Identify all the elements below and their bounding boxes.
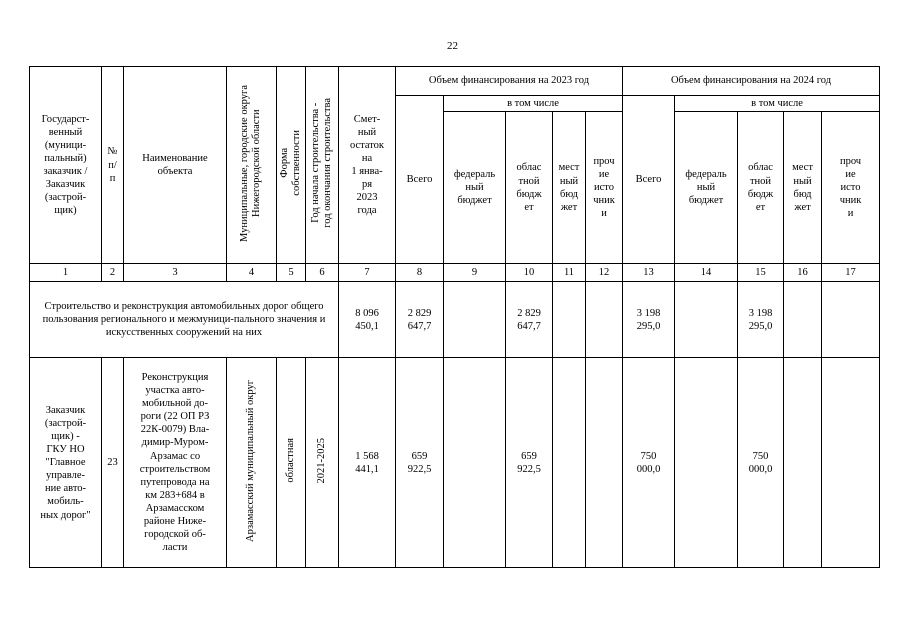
header-estimate: Смет- ный остаток на 1 янва- ря 2023 года xyxy=(339,67,396,264)
row-regional-2024: 750 000,0 xyxy=(738,358,784,568)
row-local-2023 xyxy=(553,358,586,568)
section-regional-2023: 2 829 647,7 xyxy=(506,282,553,358)
column-number: 14 xyxy=(675,264,738,282)
header-including-2023: в том числе xyxy=(444,96,623,112)
header-municipality: Муниципальные, городские округа Нижегородской области xyxy=(227,67,277,264)
section-title: Строительство и реконструкция автомобильных дорог общего пользования регионального и межмуници-пального значения и искусственных сооружений на них xyxy=(30,282,339,358)
header-num: № п/ п xyxy=(102,67,124,264)
header-including-2024: в том числе xyxy=(675,96,880,112)
header-years: Год начала строительства - год окончания строительства xyxy=(306,67,339,264)
header-customer: Государст- венный (муници- пальный) заказчик / Заказчик (застрой- щик) xyxy=(30,67,102,264)
column-number: 8 xyxy=(396,264,444,282)
column-number: 12 xyxy=(586,264,623,282)
column-number: 10 xyxy=(506,264,553,282)
column-number: 1 xyxy=(30,264,102,282)
header-federal-2023: федераль ный бюджет xyxy=(444,112,506,264)
row-total-2024: 750 000,0 xyxy=(623,358,675,568)
header-regional-2023: облас тной бюдж ет xyxy=(506,112,553,264)
header-other-2024: проч ие исто чник и xyxy=(822,112,880,264)
section-federal-2024 xyxy=(675,282,738,358)
header-fin-2024: Объем финансирования на 2024 год xyxy=(623,67,880,96)
row-num: 23 xyxy=(102,358,124,568)
financing-table xyxy=(29,66,880,568)
page-number: 22 xyxy=(447,40,458,52)
row-federal-2024 xyxy=(675,358,738,568)
header-total-2023: Всего xyxy=(396,96,444,264)
column-number: 16 xyxy=(784,264,822,282)
row-other-2023 xyxy=(586,358,623,568)
column-number: 4 xyxy=(227,264,277,282)
header-object-name: Наименование объекта xyxy=(124,67,227,264)
row-regional-2023: 659 922,5 xyxy=(506,358,553,568)
row-customer: Заказчик (застрой- щик) - ГКУ НО "Главное управле- ние авто- мобиль- ных дорог" xyxy=(30,358,102,568)
header-ownership: Форма собственности xyxy=(277,67,306,264)
column-number: 9 xyxy=(444,264,506,282)
row-federal-2023 xyxy=(444,358,506,568)
section-local-2024 xyxy=(784,282,822,358)
header-federal-2024: федераль ный бюджет xyxy=(675,112,738,264)
column-number: 2 xyxy=(102,264,124,282)
column-number: 6 xyxy=(306,264,339,282)
column-number: 11 xyxy=(553,264,586,282)
header-local-2024: мест ный бюд жет xyxy=(784,112,822,264)
section-federal-2023 xyxy=(444,282,506,358)
row-other-2024 xyxy=(822,358,880,568)
section-estimate: 8 096 450,1 xyxy=(339,282,396,358)
header-local-2023: мест ный бюд жет xyxy=(553,112,586,264)
row-local-2024 xyxy=(784,358,822,568)
section-regional-2024: 3 198 295,0 xyxy=(738,282,784,358)
section-other-2024 xyxy=(822,282,880,358)
section-total-2024: 3 198 295,0 xyxy=(623,282,675,358)
column-number: 7 xyxy=(339,264,396,282)
section-total-2023: 2 829 647,7 xyxy=(396,282,444,358)
column-number: 17 xyxy=(822,264,880,282)
column-number: 5 xyxy=(277,264,306,282)
row-total-2023: 659 922,5 xyxy=(396,358,444,568)
header-regional-2024: облас тной бюдж ет xyxy=(738,112,784,264)
header-other-2023: проч ие исто чник и xyxy=(586,112,623,264)
row-ownership: областная xyxy=(277,358,306,568)
header-fin-2023: Объем финансирования на 2023 год xyxy=(396,67,623,96)
row-municipality: Арзамасский муниципальный округ xyxy=(227,358,277,568)
row-years: 2021-2025 xyxy=(306,358,339,568)
section-other-2023 xyxy=(586,282,623,358)
column-number: 13 xyxy=(623,264,675,282)
row-estimate: 1 568 441,1 xyxy=(339,358,396,568)
column-number: 3 xyxy=(124,264,227,282)
header-total-2024: Всего xyxy=(623,96,675,264)
section-local-2023 xyxy=(553,282,586,358)
row-object-name: Реконструкция участка авто- мобильной до- роги (22 ОП РЗ 22К-0079) Вла- димир-Муром- Арзамас со строительством путепровода на км 283+684 в Арзамасском районе Ниже- городской об- ласти xyxy=(124,358,227,568)
column-number: 15 xyxy=(738,264,784,282)
